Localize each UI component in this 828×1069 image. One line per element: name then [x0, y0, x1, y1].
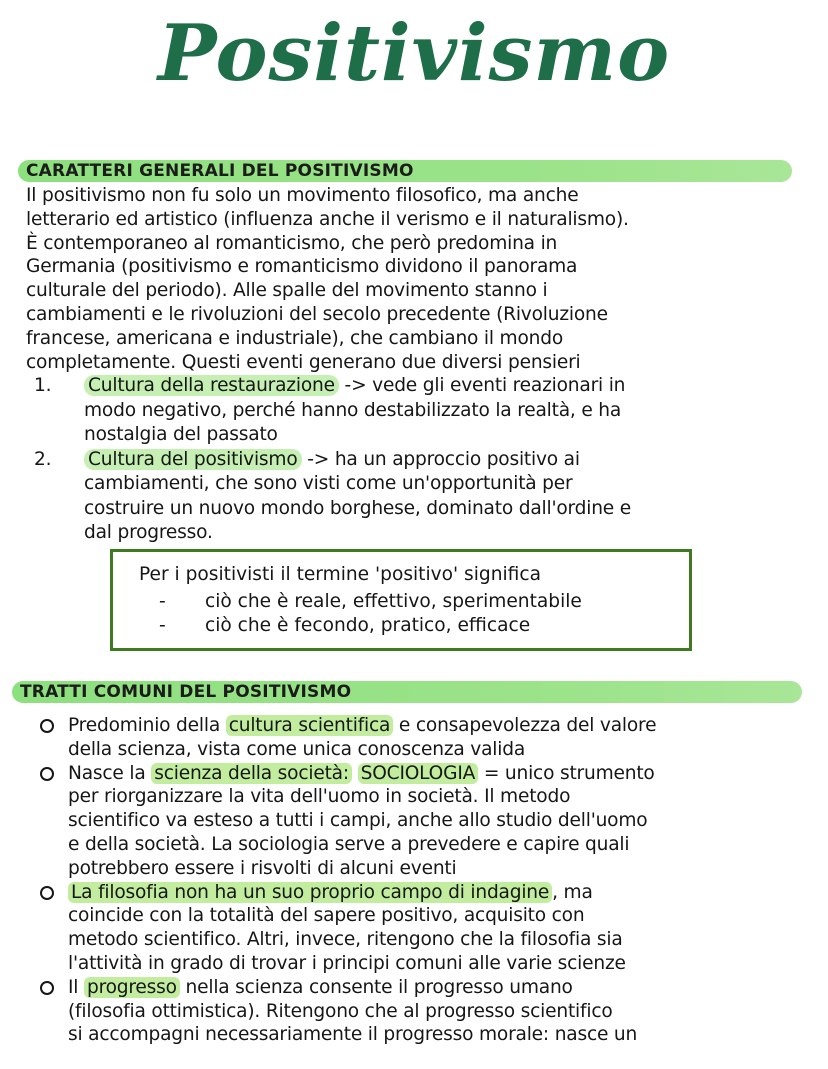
paragraph-line: Germania (positivismo e romanticismo dividono il panorama: [26, 256, 578, 278]
list-text: nostalgia del passato: [84, 424, 278, 445]
list-text: cambiamenti, che sono visti come un'opportunità per: [84, 473, 573, 494]
circle-bullet-icon: [40, 981, 54, 995]
list-item: [40, 881, 820, 976]
highlight-text: progresso: [84, 977, 180, 998]
list-item: [40, 714, 820, 762]
paragraph-line: letterario ed artistico (influenza anche il verismo e il naturalismo).: [26, 208, 629, 230]
list-text: [352, 763, 358, 784]
list-text: costruire un nuovo mondo borghese, dominato dall'ordine e: [84, 497, 631, 519]
definition-box: [110, 549, 692, 651]
paragraph-line: francese, americana e industriale), che cambiano il mondo: [26, 327, 564, 349]
highlight-text: La filosofia non ha un suo proprio campo di indagine: [68, 882, 552, 903]
box-intro: Per i positivisti il termine 'positivo' significa: [139, 564, 541, 585]
list-item: [34, 448, 814, 546]
list-text: = unico strumento: [478, 762, 655, 784]
list-number: 1.: [34, 375, 52, 396]
numbered-list: [34, 374, 814, 546]
list-text: dal progresso.: [84, 522, 213, 543]
traits-list: [40, 714, 820, 1047]
list-text: e della società. La sociologia serve a prevedere e capire quali: [68, 833, 630, 855]
list-text: nella scienza consente il progresso umano: [179, 976, 573, 998]
list-text: e consapevolezza del valore: [393, 715, 657, 736]
highlight-text: SOCIOLOGIA: [358, 763, 478, 784]
paragraph-line: culturale del periodo). Alle spalle del movimento stanno i: [26, 280, 548, 302]
list-number: 2.: [34, 448, 52, 470]
box-item-text: ciò che è reale, effettivo, sperimentabile: [205, 591, 582, 612]
box-item-text: ciò che è fecondo, pratico, efficace: [205, 615, 531, 636]
circle-bullet-icon: [40, 767, 54, 781]
dash-bullet: -: [159, 615, 166, 636]
page-title: Positivismo: [157, 8, 671, 99]
list-text: metodo scientifico. Altri, invece, ritengono che la filosofia sia: [68, 929, 623, 951]
list-text: -> ha un approccio positivo ai: [301, 448, 580, 470]
list-text: , ma: [552, 881, 593, 903]
highlight-text: scienza della società:: [151, 763, 352, 784]
circle-bullet-icon: [40, 719, 54, 733]
paragraph-line: cambiamenti e le rivoluzioni del secolo precedente (Rivoluzione: [26, 303, 608, 325]
list-item: [40, 762, 820, 881]
list-text: modo negativo, perché hanno destabilizzato la realtà, e ha: [84, 399, 622, 421]
circle-bullet-icon: [40, 886, 54, 900]
list-text: Predominio della: [68, 715, 226, 736]
paragraph-line: completamente. Questi eventi generano due diversi pensieri: [26, 351, 581, 373]
list-text: scientifico va esteso a tutti i campi, anche allo studio dell'uomo: [68, 810, 648, 832]
section-heading-1: CARATTERI GENERALI DEL POSITIVISMO: [26, 161, 414, 181]
highlight-text: cultura scientifica: [226, 715, 393, 736]
dash-bullet: -: [159, 591, 166, 612]
list-text: Nasce la: [68, 762, 152, 784]
highlight-text: Cultura del positivismo: [84, 449, 302, 470]
box-item: [159, 591, 582, 612]
list-text: Il: [68, 976, 84, 998]
list-text: potrebbero essere i risvolti di alcuni eventi: [68, 857, 457, 879]
list-text: (filosofia ottimistica). Ritengono che al progresso scientifico: [68, 1000, 613, 1022]
list-item: [40, 976, 820, 1047]
box-item: [159, 615, 530, 636]
list-text: coincide con la totalità del sapere positivo, acquisito con: [68, 905, 585, 927]
section1-paragraph: [26, 184, 816, 374]
highlight-text: Cultura della restaurazione: [84, 375, 339, 396]
list-text: della scienza, vista come unica conoscenza valida: [68, 738, 526, 760]
paragraph-line: È contemporaneo al romanticismo, che però predomina in: [26, 232, 558, 254]
list-text: -> vede gli eventi reazionari in: [338, 375, 626, 396]
paragraph-line: Il positivismo non fu solo un movimento filosofico, ma anche: [26, 185, 579, 206]
list-item: [34, 374, 814, 448]
list-text: per riorganizzare la vita dell'uomo in società. Il metodo: [68, 786, 571, 808]
list-text: l'attività in grado di trovar i principi comuni alle varie scienze: [68, 952, 626, 974]
list-text: si accompagni necessariamente il progresso morale: nasce un: [68, 1024, 638, 1046]
section-heading-2: TRATTI COMUNI DEL POSITIVISMO: [20, 682, 352, 702]
